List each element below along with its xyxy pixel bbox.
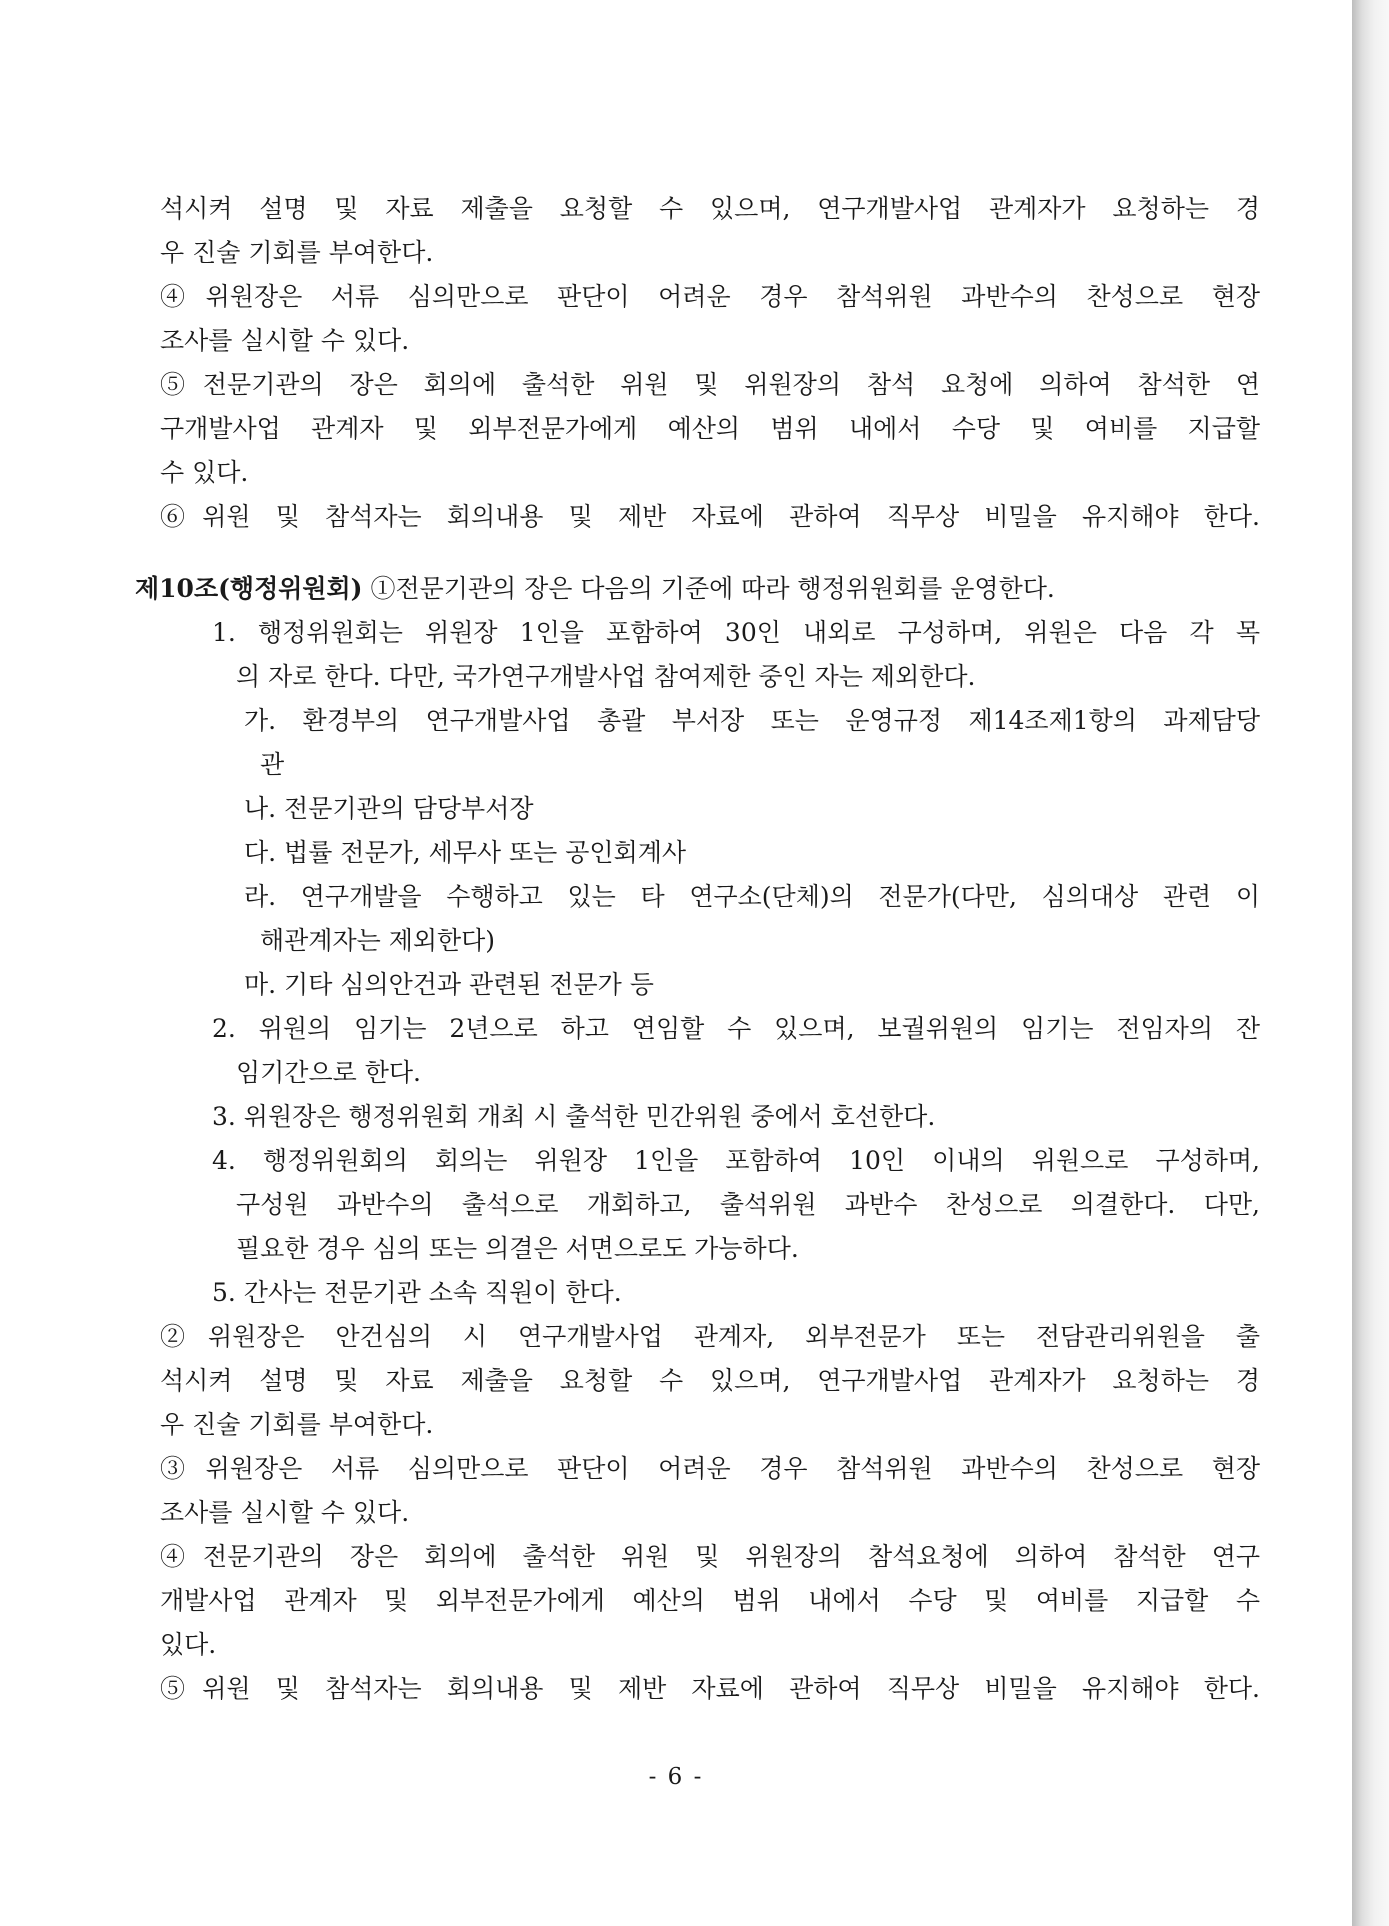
body-line: 우 진술 기회를 부여한다. — [160, 238, 434, 267]
clause-4: ④전문기관의 장은 회의에 출석한 위원 및 위원장의 참석요청에 의하여 참석한 연구 — [160, 1542, 1260, 1571]
clause-5: ⑤위원 및 참석자는 회의내용 및 제반 자료에 관하여 직무상 비밀을 유지해야 한다. — [160, 1674, 1260, 1703]
paragraph-gap — [160, 539, 1260, 567]
document-body — [135, 187, 1260, 1711]
clause-2: ②위원장은 안건심의 시 연구개발사업 관계자, 외부전문가 또는 전담관리위원을 출 — [160, 1322, 1260, 1351]
item-1: 1. 행정위원회는 위원장 1인을 포함하여 30인 내외로 구성하며, 위원은 다음 각 목 — [212, 618, 1260, 647]
article-intro: ①전문기관의 장은 다음의 기준에 따라 행정위원회를 운영한다. — [362, 574, 1055, 603]
body-line: 구개발사업 관계자 및 외부전문가에게 예산의 범위 내에서 수당 및 여비를 지급할 — [160, 414, 1260, 443]
item-4-cont: 구성원 과반수의 출석으로 개회하고, 출석위원 과반수 찬성으로 의결한다. 다만, — [236, 1190, 1260, 1219]
clause-3: ③위원장은 서류 심의만으로 판단이 어려운 경우 참석위원 과반수의 찬성으로 현장 — [160, 1454, 1260, 1483]
clause-2-cont: 우 진술 기회를 부여한다. — [160, 1410, 434, 1439]
body-line: 석시켜 설명 및 자료 제출을 요청할 수 있으며, 연구개발사업 관계자가 요청하는 경 — [160, 194, 1260, 223]
article-heading: 제10조(행정위원회) — [135, 574, 363, 603]
item-4-cont: 필요한 경우 심의 또는 의결은 서면으로도 가능하다. — [236, 1234, 799, 1263]
clause-4-cont: 개발사업 관계자 및 외부전문가에게 예산의 범위 내에서 수당 및 여비를 지급할 수 — [160, 1586, 1260, 1615]
item-3: 3. 위원장은 행정위원회 개최 시 출석한 민간위원 중에서 호선한다. — [212, 1102, 936, 1131]
article-10-first-line — [135, 567, 1260, 611]
item-2: 2. 위원의 임기는 2년으로 하고 연임할 수 있으며, 보궐위원의 임기는 전임자의 잔 — [212, 1014, 1260, 1043]
item-4: 4. 행정위원회의 회의는 위원장 1인을 포함하여 10인 이내의 위원으로 구성하며, — [212, 1146, 1260, 1175]
clause-6: ⑥위원 및 참석자는 회의내용 및 제반 자료에 관하여 직무상 비밀을 유지해야 한다. — [160, 502, 1260, 531]
sub-item-ra-cont: 해관계자는 제외한다) — [260, 926, 496, 955]
clause-5: ⑤전문기관의 장은 회의에 출석한 위원 및 위원장의 참석 요청에 의하여 참석한 연 — [160, 370, 1260, 399]
clause-4: ④위원장은 서류 심의만으로 판단이 어려운 경우 참석위원 과반수의 찬성으로 현장 — [160, 282, 1260, 311]
sub-item-ga-cont: 관 — [260, 750, 285, 779]
sub-item-ma: 마. 기타 심의안건과 관련된 전문가 등 — [244, 970, 654, 999]
sub-item-ga: 가. 환경부의 연구개발사업 총괄 부서장 또는 운영규정 제14조제1항의 과제담당 — [244, 706, 1260, 735]
body-line: 조사를 실시할 수 있다. — [160, 326, 410, 355]
item-1-cont: 의 자로 한다. 다만, 국가연구개발사업 참여제한 중인 자는 제외한다. — [236, 662, 976, 691]
body-line: 수 있다. — [160, 458, 249, 487]
item-2-cont: 임기간으로 한다. — [236, 1058, 421, 1087]
page-number: - 6 - — [648, 1764, 704, 1790]
clause-3-cont: 조사를 실시할 수 있다. — [160, 1498, 410, 1527]
page-edge-shadow — [1352, 0, 1389, 1926]
sub-item-na: 나. 전문기관의 담당부서장 — [244, 794, 534, 823]
sub-item-da: 다. 법률 전문가, 세무사 또는 공인회계사 — [244, 838, 687, 867]
clause-4-cont: 있다. — [160, 1630, 217, 1659]
item-5: 5. 간사는 전문기관 소속 직원이 한다. — [212, 1278, 622, 1307]
clause-2-cont: 석시켜 설명 및 자료 제출을 요청할 수 있으며, 연구개발사업 관계자가 요청하는 경 — [160, 1366, 1260, 1395]
sub-item-ra: 라. 연구개발을 수행하고 있는 타 연구소(단체)의 전문가(다만, 심의대상 관련 이 — [244, 882, 1260, 911]
